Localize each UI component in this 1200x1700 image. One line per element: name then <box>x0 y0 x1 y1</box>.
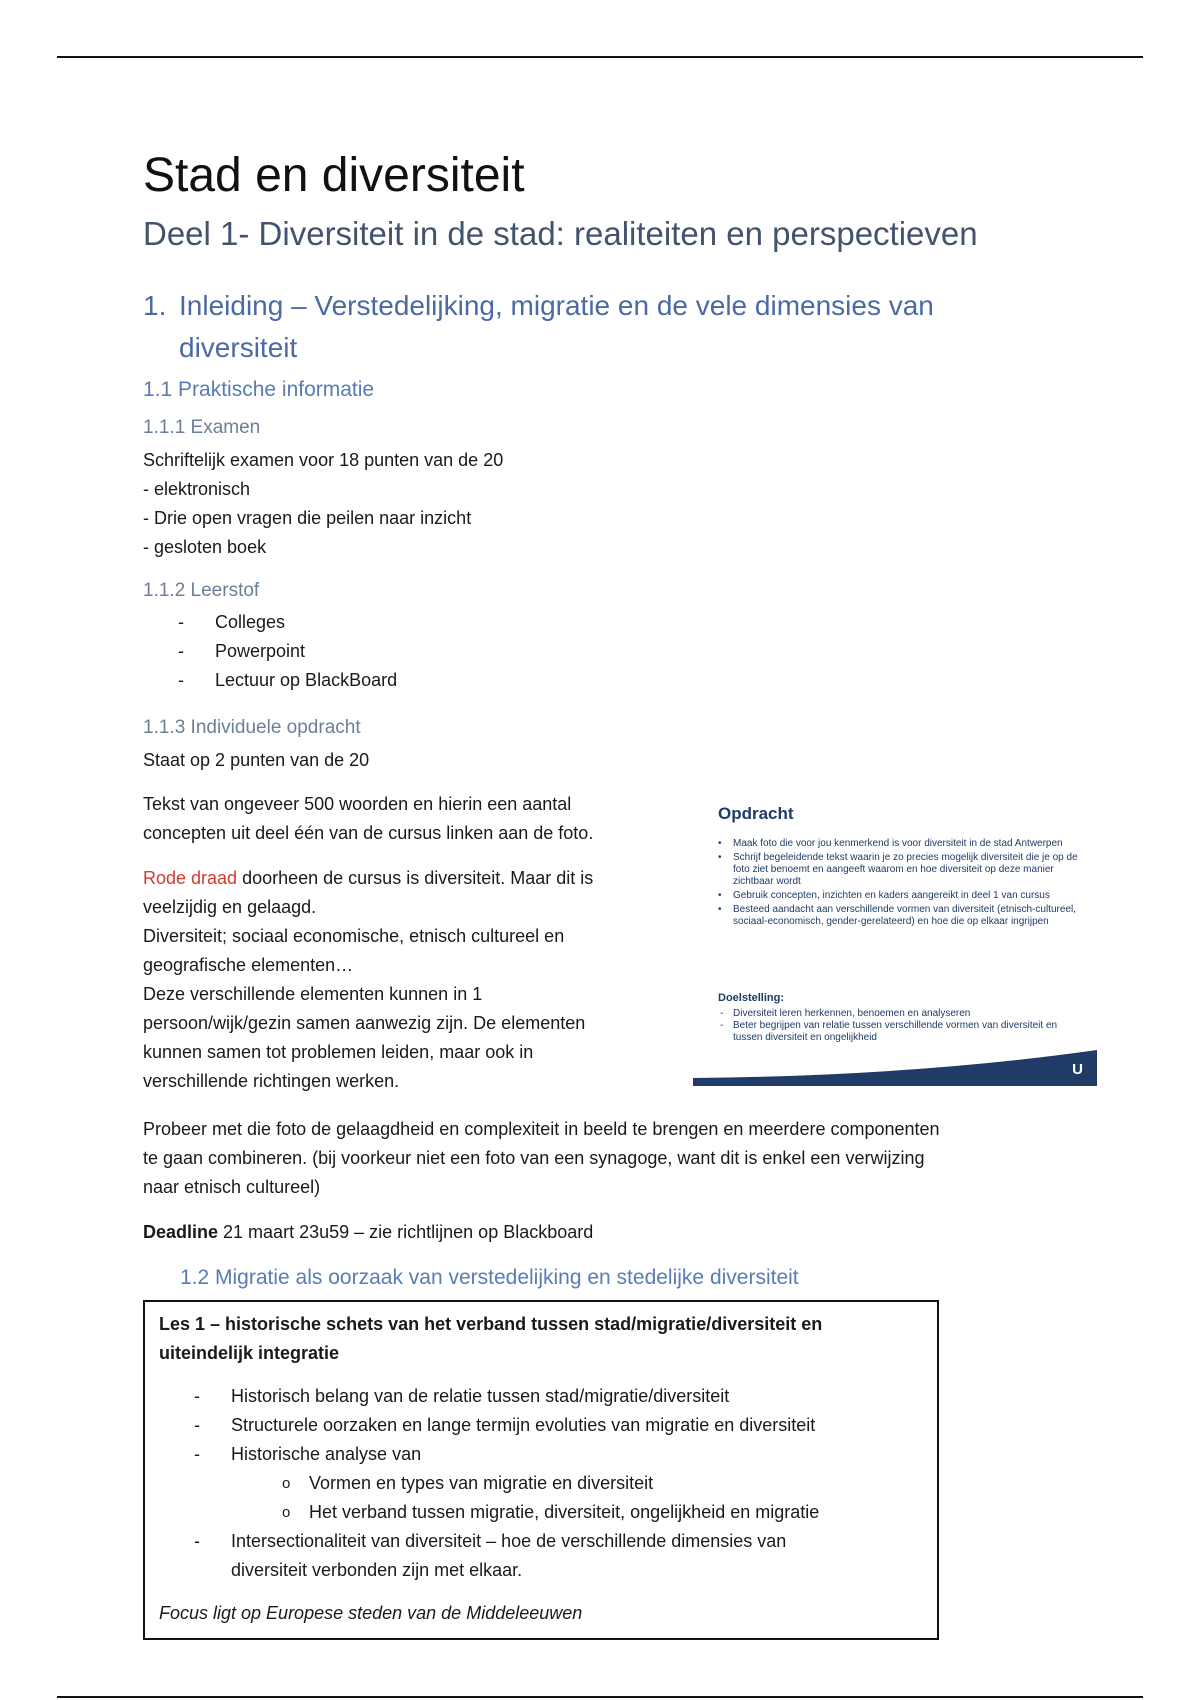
paragraph-line: kunnen samen tot problemen leiden, maar ook in <box>143 1042 534 1062</box>
examen-line: Schriftelijk examen voor 18 punten van de 20 <box>143 450 504 470</box>
slide-bullet: • Gebruik concepten, inzichten en kaders aangereikt in deel 1 van cursus <box>715 890 1085 902</box>
list-item-line: diversiteit verbonden zijn met elkaar. <box>231 1560 523 1580</box>
deadline-text: 21 maart 23u59 – zie richtlijnen op Blackboard <box>218 1222 594 1242</box>
paragraph-line: concepten uit deel één van de cursus linken aan de foto. <box>143 823 594 843</box>
list-item: - Historische analyse van <box>159 1440 919 1469</box>
section-1-1-3-heading: 1.1.3 Individuele opdracht <box>143 717 361 738</box>
examen-block <box>143 446 503 562</box>
box-list <box>159 1382 919 1469</box>
paragraph-line: naar etnisch cultureel) <box>143 1177 321 1197</box>
paragraph-line: Probeer met die foto de gelaagdheid en complexiteit in beeld te brengen en meerdere componenten <box>143 1119 940 1139</box>
paragraph-line: Diversiteit; sociaal economische, etnisch cultureel en <box>143 926 565 946</box>
sub-list-item: o Het verband tussen migratie, diversiteit, ongelijkheid en migratie <box>159 1498 919 1527</box>
section-1-1-heading: 1.1 Praktische informatie <box>143 378 375 401</box>
lesson-summary-box <box>143 1300 939 1640</box>
slide-bullet: • Schrijf begeleidende tekst waarin je zo precies mogelijk diversiteit die je op de foto ziet benoemt en aangeeft waarom en hoe diversiteit op deze manier zichtbaar wordt <box>715 852 1085 888</box>
bottom-rule <box>57 1696 1143 1698</box>
paragraph-line <box>143 864 683 893</box>
opdracht-paragraph-2 <box>143 864 683 1096</box>
section-1-1-2-heading: 1.1.2 Leerstof <box>143 580 260 601</box>
list-item: - Powerpoint <box>143 637 397 666</box>
opdracht-slide-image <box>693 796 1097 1086</box>
slide-doelstelling-label: Doelstelling: <box>718 992 785 1004</box>
top-rule <box>57 56 1143 58</box>
heading-1-line2: diversiteit <box>179 332 298 363</box>
box-focus-note: Focus ligt op Europese steden van de Middeleeuwen <box>159 1603 583 1623</box>
box-sub-list <box>159 1469 919 1527</box>
list-item: - Lectuur op BlackBoard <box>143 666 397 695</box>
sub-list-item: o Vormen en types van migratie en diversiteit <box>159 1469 919 1498</box>
section-1-2-heading: 1.2 Migratie als oorzaak van verstedelijking en stedelijke diversiteit <box>180 1266 799 1289</box>
slide-bullet-list <box>715 838 1085 930</box>
document-subtitle: Deel 1- Diversiteit in de stad: realiteiten en perspectieven <box>143 215 978 252</box>
box-heading-line: Les 1 – historische schets van het verband tussen stad/migratie/diversiteit en <box>159 1314 823 1334</box>
slide-doelstelling-list <box>715 1008 1085 1044</box>
box-list-last <box>159 1527 919 1585</box>
slide-bullet: • Maak foto die voor jou kenmerkend is voor diversiteit in de stad Antwerpen <box>715 838 1085 850</box>
deadline-line <box>143 1218 593 1247</box>
examen-line: - Drie open vragen die peilen naar inzicht <box>143 508 472 528</box>
box-heading <box>159 1310 919 1368</box>
slide-doelstelling-text: Doelstelling <box>718 992 781 1004</box>
leerstof-list <box>143 608 397 695</box>
paragraph-line: geografische elementen… <box>143 955 354 975</box>
paragraph-line: te gaan combineren. (bij voorkeur niet een foto van een synagoge, want dit is enkel een verwijzing <box>143 1148 925 1168</box>
list-item: - Structurele oorzaken en lange termijn evoluties van migratie en diversiteit <box>159 1411 919 1440</box>
opdracht-paragraph-3 <box>143 1115 1103 1202</box>
opdracht-points: Staat op 2 punten van de 20 <box>143 750 370 770</box>
rode-draad-highlight: Rode draad <box>143 868 238 888</box>
paragraph-text: doorheen de cursus is diversiteit. Maar dit is <box>237 868 594 888</box>
slide-dash-item: - Beter begrijpen van relatie tussen verschillende vormen van diversiteit en tussen diversiteit en ongelijkheid <box>715 1020 1085 1044</box>
paragraph-line: Tekst van ongeveer 500 woorden en hierin een aantal <box>143 794 572 814</box>
examen-line: - gesloten boek <box>143 537 267 557</box>
list-item: - Historisch belang van de relatie tussen stad/migratie/diversiteit <box>159 1382 919 1411</box>
slide-wave-decoration <box>693 1046 1097 1086</box>
slide-bullet: • Besteed aandacht aan verschillende vormen van diversiteit (etnisch-cultureel, sociaal-economisch, gender-gerelateerd) en hoe die op elkaar ingrijpen <box>715 904 1085 928</box>
list-item <box>159 1527 919 1585</box>
slide-title: Opdracht <box>718 804 794 823</box>
section-1-1-1-heading: 1.1.1 Examen <box>143 417 261 438</box>
paragraph-line: verschillende richtingen werken. <box>143 1071 400 1091</box>
heading-1-line1: Inleiding – Verstedelijking, migratie en de vele dimensies van <box>179 290 934 321</box>
list-item-line: Intersectionaliteit van diversiteit – hoe de verschillende dimensies van <box>231 1531 787 1551</box>
university-logo-icon: U <box>1072 1061 1083 1078</box>
heading-1-number: 1. <box>143 290 167 321</box>
paragraph-line: persoon/wijk/gezin samen aanwezig zijn. De elementen <box>143 1013 586 1033</box>
box-heading-line: uiteindelijk integratie <box>159 1343 340 1363</box>
deadline-label: Deadline <box>143 1222 219 1242</box>
heading-1 <box>143 285 934 369</box>
opdracht-paragraph-1 <box>143 790 683 848</box>
slide-dash-item: - Diversiteit leren herkennen, benoemen en analyseren <box>715 1008 1085 1020</box>
paragraph-line: Deze verschillende elementen kunnen in 1 <box>143 984 483 1004</box>
paragraph-line: veelzijdig en gelaagd. <box>143 897 317 917</box>
list-item: - Colleges <box>143 608 397 637</box>
examen-line: - elektronisch <box>143 479 251 499</box>
document-title: Stad en diversiteit <box>143 149 525 202</box>
